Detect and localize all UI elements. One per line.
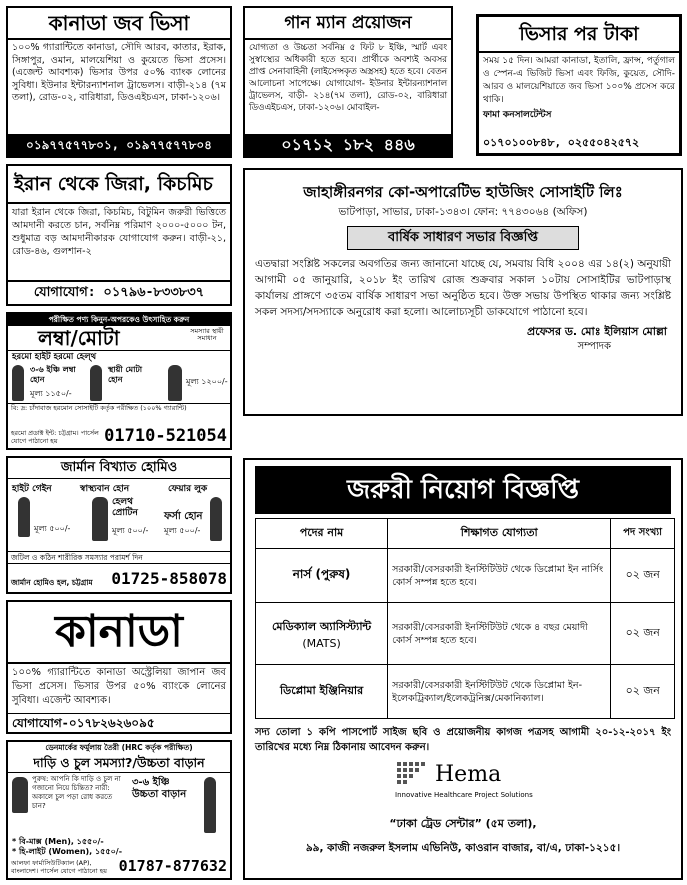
ad-phone: ০১৭১২ ১৮২ ৪৪৬ xyxy=(245,134,451,156)
height-weight-ad xyxy=(6,312,232,450)
person-figure-icon xyxy=(92,497,108,541)
ad-phone: যোগাযোগ-০১৭৮২৬২৬০৯৫ xyxy=(8,713,230,732)
address-line-1: “ঢাকা ট্রেড সেন্টার” (৫ম তলা), xyxy=(389,817,537,830)
post-sub: (MATS) xyxy=(302,636,341,650)
ad-phone: যোগাযোগ: ০১৭৯৬-৮৩৩৮৩৭ xyxy=(8,280,230,304)
person-figure-icon xyxy=(90,365,102,401)
society-address: ভাটপাড়া, সাভার, ঢাকা-১৩৪৩। ফোন: ৭৭৪৩০৬৪ (অফিস) xyxy=(338,206,588,218)
hema-logo xyxy=(395,760,545,806)
label-healthy: স্বাস্থ্যবান হোন xyxy=(80,484,130,494)
logo-tagline: Innovative Healthcare Project Solutions xyxy=(395,791,533,799)
gunman-wanted-ad xyxy=(243,6,453,158)
job-table xyxy=(255,518,675,719)
ad-top-banner: পরীক্ষিত পণ্য কিনুন-অপরকেও উৎসাহিত করুন xyxy=(8,314,230,326)
table-row xyxy=(256,549,675,603)
ad-title: কানাডা জব ভিসা xyxy=(8,8,230,40)
claim-tall: ৩-৬ ইঞ্চি লম্বা হোন xyxy=(30,365,76,384)
label-fair-look: ফেয়ার লুক xyxy=(168,484,208,494)
price-women: * হি-লাইট (Women), ১৫৫০/- xyxy=(12,847,123,856)
signer-name: প্রফেসর ড. মোঃ ইলিয়াস মোল্লা xyxy=(527,325,667,338)
post-name: মেডিক্যাল অ্যাসিস্ট্যান্ট xyxy=(271,619,372,633)
job-circular-ad xyxy=(243,458,683,880)
post-name: ডিপ্লোমা ইঞ্জিনিয়ার xyxy=(279,684,364,697)
ad-phone: ০১৭০১০০৮৪৮, ০২৫৫০৪২৫৭২ xyxy=(483,136,640,149)
logo-grid-icon xyxy=(395,760,431,786)
ad-title: গান ম্যান প্রয়োজন xyxy=(245,8,451,40)
column-header-post: পদের নাম xyxy=(256,519,388,549)
table-row xyxy=(256,665,675,719)
ad-title: কানাডা xyxy=(8,602,230,664)
claim-fat: স্থায়ী মোটা হোন xyxy=(108,365,143,384)
iran-import-ad xyxy=(6,164,232,306)
label-health-protein: হেলথ প্রোটিন xyxy=(112,497,138,518)
qualification: সরকারী/বেসরকারী ইনস্টিটিউট থেকে ডিপ্লোমা ইন-ইলেকট্রিক্যাল/ইলেকট্রনিক্স/মেকানিক্যাল। xyxy=(388,665,611,719)
german-homeo-ad xyxy=(6,456,232,594)
hair-height-ad xyxy=(6,740,232,880)
product-name: হরমো হাইট হরমো হেল্থ xyxy=(12,352,97,362)
ad-phone: ০১৯৭৭৫৭৭৮০১, ০১৯৭৭৫৭৭৮০৪ xyxy=(8,134,230,156)
notice-heading: বার্ষিক সাধারণ সভার বিজ্ঞপ্তি xyxy=(347,226,579,250)
notice-body: এতদ্বারা সংশ্লিষ্ট সকলের অবগতির জন্য জানানো যাচ্ছে যে, সমবায় বিধি ২০০৪ এর ১৪(২) অনুযায়ী আগামী ০৫ জানুয়ারি, ২০১৮ ইং তারিখ রোজ শুক্রবার সকাল ১০টায় সোসাইটির ভাটপাড়াস্থ কার্যালয় প্রাঙ্গণে ৩৫তম বার্ষিক সাধারণ সভা অনুষ্ঠিত হবে। উক্ত সভায় উপস্থিত থাকার জন্য সংশ্লিষ্ট সকল সদস্য/সদস্যাকে অনুরোধ করা হলো। আলোচ্যসূচী ডাকযোগে পাঠানো হবে। xyxy=(255,258,671,318)
logo-name: Hema xyxy=(435,762,502,787)
person-figure-icon xyxy=(12,365,24,401)
ad-tag: সমস্যার স্থায়ী সমাধান xyxy=(190,327,224,342)
label-fair: ফর্সা হোন xyxy=(164,511,203,522)
ad-phone: 01725-858078 xyxy=(111,569,227,588)
table-row xyxy=(256,603,675,665)
ad-title: ভিসার পর টাকা xyxy=(479,17,679,53)
housing-society-notice xyxy=(243,168,683,416)
application-instructions: সদ্য তোলা ১ কপি পাসপোর্ট সাইজ ছবি ও প্রয়োজনীয় কাগজ পত্রসহ আগামী ২০-১২-২০১৭ ইং তারিখের মধ্যে নিম্ন ঠিকানায় আবেদন করুন। xyxy=(255,727,671,753)
address-line-2: ৯৯, কাজী নজরুল ইসলাম এভিনিউ, কাওরান বাজার, বা/এ, ঢাকা-১২১৫। xyxy=(305,842,621,854)
canada-job-visa-ad xyxy=(6,6,232,158)
ad-body: ১০০% গ্যারান্টিতে কানাডা, সৌদি আরব, কাতার, ইরাক, সিঙ্গাপুর, ওমান, মালয়েশিয়া ও কুয়েতে ভিসা প্রসেস। (এজেন্ট আবশ্যক) ভিসার উপর ৫০% ব্যাংক লোনের সুবিধা। ইউনার ইন্টারন্যাশনাল ট্রাভেলস। বাড়ী-২১৪ (৭ম তলা), রোড-০২, বারিধারা, ডিওএইচএস, ঢাকা-১২০৬। xyxy=(12,42,226,103)
society-name: জাহাঙ্গীরনগর কো-অপারেটিভ হাউজিং সোসাইটি লিঃ xyxy=(303,183,623,201)
ad-body: যারা ইরান থেকে জিরা, কিচমিচ, বিটুমিন জরুরী ভিত্তিতে আমদানী করতে চান, সর্বনিম্ন পরিমাণ ২০০০-৫০০০ টন, শুধুমাত্র বড় আমদানীকারক যোগাযোগ করুন। বাড়ী-২১, রোড-৪৬, গুলশান-২ xyxy=(12,207,226,257)
ad-note: বি: দ্র: চাঁদাবাজ হরমোন সোসাইটি কর্তৃক পরীক্ষিত (১০০% গ্যারান্টি) xyxy=(8,403,230,413)
person-figure-icon xyxy=(210,497,222,541)
ad-note: জটিল ও কঠিন শারীরিক সমস্যার পরামর্শ দিন xyxy=(8,551,230,564)
person-figure-icon xyxy=(168,365,182,401)
price-health: মূল্য ৫০০/- xyxy=(112,526,149,535)
ad-address: জার্মান হোমিও হল, চট্টগ্রাম xyxy=(11,578,93,587)
ad-top-banner: ডেনমার্কের ফর্মুলায় তৈরী (HRC কর্তৃক পরীক্ষিত) xyxy=(45,743,193,752)
column-header-qualification: শিক্ষাগত যোগ্যতা xyxy=(388,519,611,549)
company-name: ফামা কনসালটেন্টস xyxy=(483,110,552,120)
ad-title: ইরান থেকে জিরা, কিচমিচ xyxy=(8,166,230,204)
post-count: ০২ জন xyxy=(611,603,675,665)
price-men: * বি-মাক্স (Men), ১৫৫০/- xyxy=(12,837,104,846)
ad-title: লম্বা/মোটা xyxy=(38,326,120,350)
label-height-gain: হাইট গেইন xyxy=(12,484,52,494)
ad-body: সময় ১৫ দিন। আমরা কানাডা, ইতালি, ফ্রান্স, পর্তুগাল ও স্পেন-এ ভিজিট ভিসা এবং ফিজি, কুয়েত, সৌদি-আরব ও মালয়েশিয়াতে জব ভিসা ১০০% প্রসেস করে থাকি। xyxy=(483,56,675,105)
qualification: সরকারী/বেসরকারী ইনস্টিটিউট থেকে ৪ বছর মেয়াদী কোর্স সম্পন্ন হতে হবে। xyxy=(388,603,611,665)
price-tall: মূল্য ১১৫০/- xyxy=(30,389,72,398)
price-fair: মূল্য ৫০০/- xyxy=(164,526,201,535)
price-fat: মূল্য ১২০০/- xyxy=(186,377,228,386)
ad-body: পুরুষ: আপনি কি দাড়ি ও চুল না গজানো নিয়ে চিন্তিত? নারী: অকালে চুল পড়া রোধ করতে চান? xyxy=(32,775,121,810)
height-claim: ৩-৬ ইঞ্চি উচ্চতা বাড়ান xyxy=(132,777,187,800)
circular-title: জরুরী নিয়োগ বিজ্ঞপ্তি xyxy=(255,466,671,514)
post-count: ০২ জন xyxy=(611,549,675,603)
ad-address: আলফা ফার্মাসিউটিক্যাল (AP), বাংলাদেশ। পার্সেল যোগে পাঠানো হয় xyxy=(11,859,107,875)
ad-title: দাড়ি ও চুল সমস্যা?/উচ্চতা বাড়ান xyxy=(8,754,230,773)
person-figure-icon xyxy=(204,777,216,833)
price-height: মূল্য ৫০০/- xyxy=(34,524,71,533)
ad-address: হরমো প্রডাক্ট ইন্ট: চট্টগ্রাম। পার্সেল যোগে পাঠানো হয় xyxy=(11,429,99,445)
column-header-count: পদ সংখ্যা xyxy=(611,519,675,549)
post-count: ০২ জন xyxy=(611,665,675,719)
ad-body: ১০০% গ্যারান্টিতে কানাডা অস্ট্রেলিয়া জাপান জব ভিসা প্রসেস। ভিসার উপর ৫০% ব্যাংকে লোনের সুবিধা। এজেন্ট আবশ্যক। xyxy=(12,667,226,706)
person-figure-icon xyxy=(12,777,28,813)
canada-visa-ad xyxy=(6,600,232,734)
ad-phone: 01710-521054 xyxy=(104,426,227,446)
qualification: সরকারী/বেসরকারী ইনস্টিটিউট থেকে ডিপ্লোমা ইন নার্সিং কোর্স সম্পন্ন হতে হবে। xyxy=(388,549,611,603)
person-figure-icon xyxy=(18,497,30,537)
ad-body: যোগ্যতা ও উচ্চতা সর্বনিম্ন ৫ ফিট ৮ ইঞ্চি, স্মার্ট এবং সুস্বাস্থ্যের অধিকারী হতে হবে। প্রার্থীকে অবশ্যই অবসর প্রাপ্ত সেনাবাহিনী (লাইসেন্সকৃত অস্ত্রসহ) হতে হবে। বেতন আলোচনা সাপেক্ষে। যোগাযোগ- ইউনার ইন্টারন্যাশনাল ট্রাভেলস, বাড়ী- ২১৪(৭ম তলা), রোড-০২, বারিধারা ডিওএইচএস, ঢাকা-১২০৬। মোবাইল- xyxy=(249,43,447,113)
post-name: নার্স (পুরুষ) xyxy=(292,566,351,581)
ad-phone: 01787-877632 xyxy=(118,857,227,875)
visa-then-money-ad xyxy=(476,14,682,156)
signer-role: সম্পাদক xyxy=(577,341,611,352)
ad-title: জার্মান বিখ্যাত হোমিও xyxy=(8,458,230,479)
